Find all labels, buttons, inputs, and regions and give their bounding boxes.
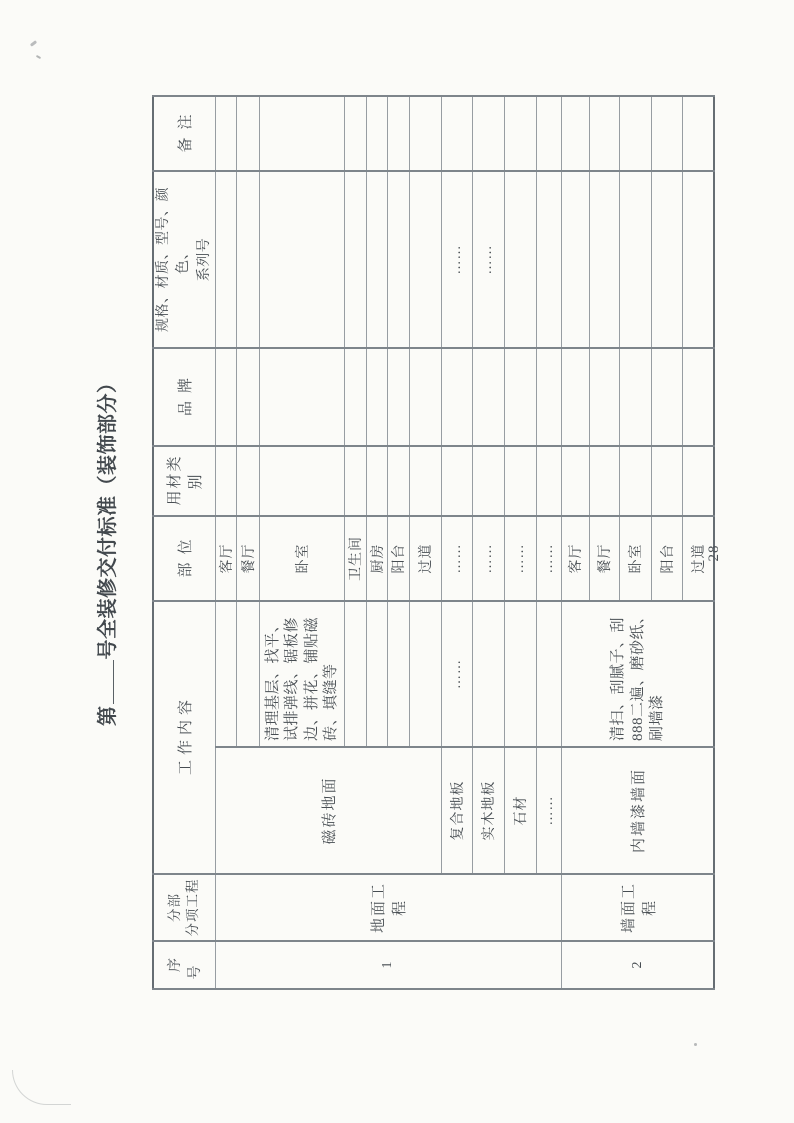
scan-speckle bbox=[36, 55, 41, 59]
material-cell bbox=[589, 446, 619, 516]
header-group-line2: 分项工程 bbox=[185, 878, 201, 937]
note-cell bbox=[387, 96, 409, 171]
note-cell bbox=[682, 96, 714, 171]
location-cell: 客厅 bbox=[215, 516, 236, 601]
brand-cell bbox=[472, 348, 504, 446]
work-desc-cell bbox=[366, 601, 387, 747]
spec-cell bbox=[409, 171, 441, 348]
location-cell: 厨房 bbox=[366, 516, 387, 601]
spec-cell bbox=[561, 171, 589, 348]
spec-cell bbox=[536, 171, 561, 348]
header-location: 部位 bbox=[153, 516, 215, 601]
location-cell: 卧室 bbox=[619, 516, 651, 601]
note-cell bbox=[561, 96, 589, 171]
spec-cell bbox=[589, 171, 619, 348]
title-prefix: 第 bbox=[97, 705, 119, 726]
spec-cell: …… bbox=[441, 171, 472, 348]
material-cell bbox=[651, 446, 682, 516]
brand-cell bbox=[589, 348, 619, 446]
material-cell bbox=[236, 446, 259, 516]
group-name-cell-wall: 墙面工程 bbox=[561, 874, 714, 941]
spec-cell bbox=[619, 171, 651, 348]
spec-cell bbox=[366, 171, 387, 348]
material-cell bbox=[344, 446, 366, 516]
work-desc-cell bbox=[344, 601, 366, 747]
spec-cell bbox=[344, 171, 366, 348]
work-type-cell: 石材 bbox=[504, 747, 536, 874]
work-desc-cell-wallpaint: 清扫、刮腻子、刮888二遍、磨砂纸、刷墙漆 bbox=[561, 601, 714, 747]
note-cell bbox=[259, 96, 344, 171]
note-cell bbox=[472, 96, 504, 171]
brand-cell bbox=[409, 348, 441, 446]
work-desc-cell-tile: 清理基层、找平、试排弹线、锯板修边、拼花、铺贴磁砖、填缝等 bbox=[259, 601, 344, 747]
location-cell: …… bbox=[472, 516, 504, 601]
location-cell: …… bbox=[441, 516, 472, 601]
brand-cell bbox=[387, 348, 409, 446]
header-brand: 品牌 bbox=[153, 348, 215, 446]
brand-cell bbox=[344, 348, 366, 446]
work-type-cell: …… bbox=[536, 747, 561, 874]
brand-cell bbox=[682, 348, 714, 446]
title-blank-line bbox=[108, 661, 114, 705]
location-cell: 餐厅 bbox=[236, 516, 259, 601]
header-work-content: 工作内容 bbox=[153, 601, 215, 874]
seq-cell-group1: 1 bbox=[215, 941, 561, 989]
spec-cell bbox=[215, 171, 236, 348]
material-cell bbox=[682, 446, 714, 516]
location-cell: 卧室 bbox=[259, 516, 344, 601]
work-desc-cell bbox=[536, 601, 561, 747]
work-type-cell-wallpaint: 内墙漆墙面 bbox=[561, 747, 714, 874]
location-cell: 阳台 bbox=[387, 516, 409, 601]
note-cell bbox=[504, 96, 536, 171]
brand-cell bbox=[236, 348, 259, 446]
work-desc-cell bbox=[387, 601, 409, 747]
spec-cell bbox=[651, 171, 682, 348]
work-type-cell: 复合地板 bbox=[441, 747, 472, 874]
note-cell bbox=[366, 96, 387, 171]
brand-cell bbox=[536, 348, 561, 446]
spec-cell bbox=[682, 171, 714, 348]
scan-artifact-arc bbox=[12, 1070, 71, 1105]
material-cell bbox=[387, 446, 409, 516]
document-title bbox=[88, 372, 128, 726]
header-seq: 序号 bbox=[153, 941, 215, 989]
title-suffix: 号全装修交付标准（装饰部分） bbox=[97, 372, 119, 660]
header-group-line1: 分部 bbox=[167, 893, 183, 922]
work-type-cell: 实木地板 bbox=[472, 747, 504, 874]
delivery-standard-table bbox=[152, 97, 708, 990]
brand-cell bbox=[366, 348, 387, 446]
work-desc-cell bbox=[236, 601, 259, 747]
location-cell: 过道 bbox=[409, 516, 441, 601]
material-cell bbox=[619, 446, 651, 516]
location-cell: 阳台 bbox=[651, 516, 682, 601]
work-desc-cell bbox=[472, 601, 504, 747]
location-cell: 客厅 bbox=[561, 516, 589, 601]
work-desc-cell: …… bbox=[441, 601, 472, 747]
material-cell bbox=[409, 446, 441, 516]
work-desc-cell bbox=[504, 601, 536, 747]
spec-cell: …… bbox=[472, 171, 504, 348]
spec-cell bbox=[504, 171, 536, 348]
seq-cell-group2: 2 bbox=[561, 941, 714, 989]
spec-cell bbox=[259, 171, 344, 348]
location-cell: …… bbox=[504, 516, 536, 601]
location-cell: 卫生间 bbox=[344, 516, 366, 601]
brand-cell bbox=[441, 348, 472, 446]
page-number: 28 bbox=[706, 544, 722, 562]
brand-cell bbox=[619, 348, 651, 446]
spec-cell bbox=[387, 171, 409, 348]
brand-cell bbox=[215, 348, 236, 446]
location-cell: …… bbox=[536, 516, 561, 601]
material-cell bbox=[472, 446, 504, 516]
location-cell: 过道 bbox=[682, 516, 714, 601]
material-cell bbox=[259, 446, 344, 516]
brand-cell bbox=[561, 348, 589, 446]
brand-cell bbox=[259, 348, 344, 446]
note-cell bbox=[441, 96, 472, 171]
header-material: 用材类别 bbox=[153, 446, 215, 516]
header-spec bbox=[153, 171, 215, 348]
brand-cell bbox=[651, 348, 682, 446]
note-cell bbox=[619, 96, 651, 171]
note-cell bbox=[344, 96, 366, 171]
work-desc-cell bbox=[215, 601, 236, 747]
material-cell bbox=[215, 446, 236, 516]
work-desc-cell bbox=[409, 601, 441, 747]
header-group bbox=[153, 874, 215, 941]
material-cell bbox=[441, 446, 472, 516]
work-type-cell-tile: 磁砖地面 bbox=[215, 747, 441, 874]
group-name-cell-floor: 地面工程 bbox=[215, 874, 561, 941]
spec-cell bbox=[236, 171, 259, 348]
material-cell bbox=[504, 446, 536, 516]
material-cell bbox=[536, 446, 561, 516]
header-note: 备注 bbox=[153, 96, 215, 171]
note-cell bbox=[236, 96, 259, 171]
note-cell bbox=[215, 96, 236, 171]
material-cell bbox=[366, 446, 387, 516]
scan-speckle bbox=[30, 40, 37, 47]
header-spec-line2: 系列号 bbox=[196, 237, 212, 282]
standards-table bbox=[152, 95, 715, 990]
header-spec-line1: 规格、材质、型号、颜色、 bbox=[156, 186, 192, 332]
scan-artifact-dot bbox=[694, 1043, 697, 1046]
note-cell bbox=[589, 96, 619, 171]
note-cell bbox=[409, 96, 441, 171]
location-cell: 餐厅 bbox=[589, 516, 619, 601]
note-cell bbox=[536, 96, 561, 171]
note-cell bbox=[651, 96, 682, 171]
brand-cell bbox=[504, 348, 536, 446]
material-cell bbox=[561, 446, 589, 516]
